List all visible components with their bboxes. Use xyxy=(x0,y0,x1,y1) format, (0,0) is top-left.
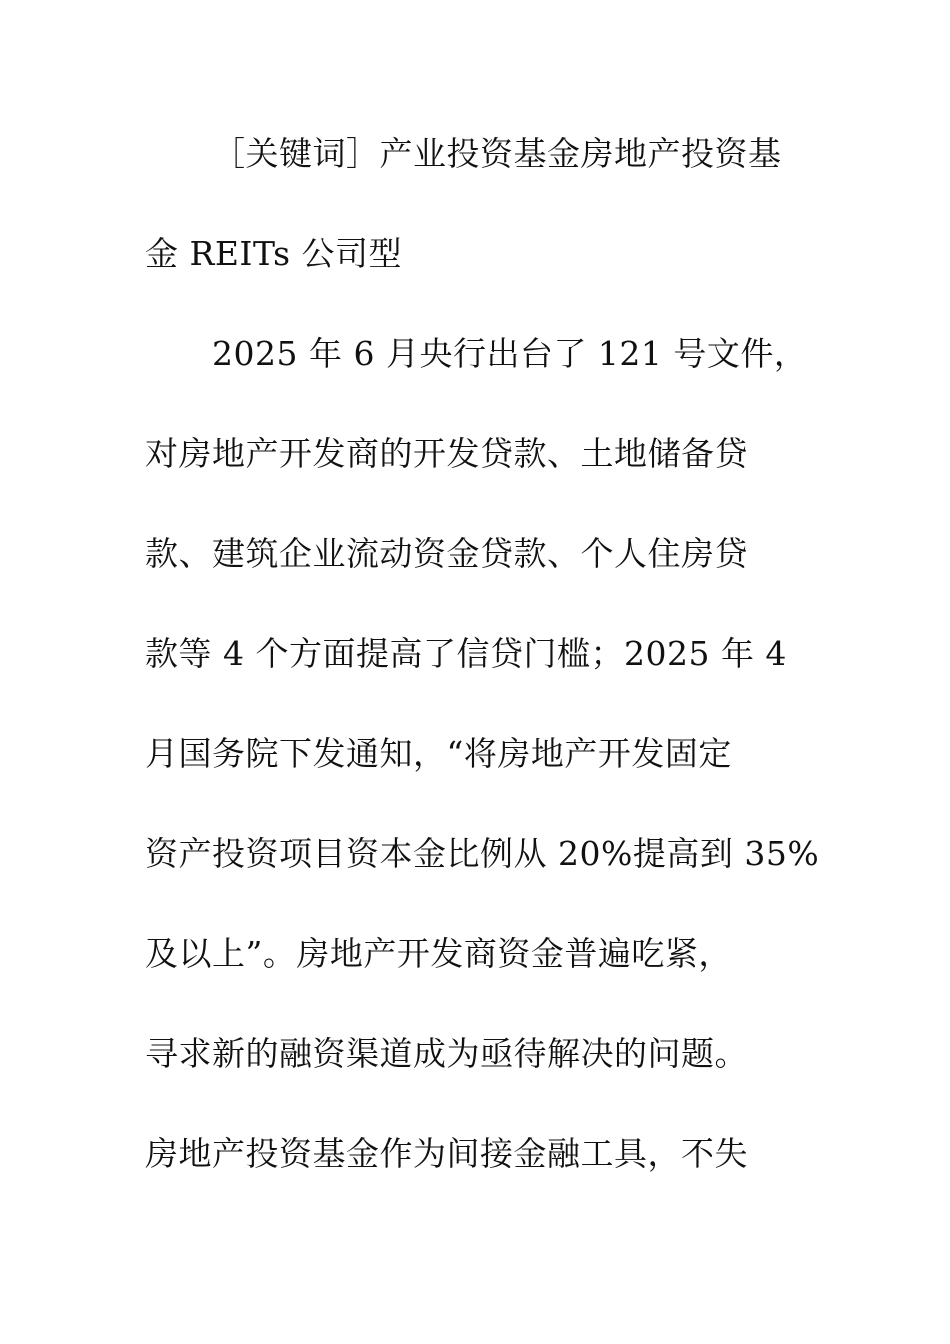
paragraph-line-5: 月国务院下发通知，“将房地产开发固定 xyxy=(145,734,732,773)
paragraph-line-6: 资产投资项目资本金比例从 20%提高到 35% xyxy=(145,834,820,873)
keywords-line-1: ［关键词］产业投资基金房地产投资基 xyxy=(212,134,782,173)
paragraph-line-1: 2025 年 6 月央行出台了 121 号文件， xyxy=(212,334,808,373)
paragraph-line-8: 寻求新的融资渠道成为亟待解决的问题。 xyxy=(145,1034,748,1073)
paragraph-line-7: 及以上”。房地产开发商资金普遍吃紧， xyxy=(145,934,732,973)
paragraph-line-4: 款等 4 个方面提高了信贷门槛；2025 年 4 xyxy=(145,634,787,673)
paragraph-line-9: 房地产投资基金作为间接金融工具，不失 xyxy=(145,1134,748,1173)
paragraph-line-2: 对房地产开发商的开发贷款、土地储备贷 xyxy=(145,434,748,473)
paragraph-line-3: 款、建筑企业流动资金贷款、个人住房贷 xyxy=(145,534,748,573)
keywords-line-2: 金 REITs 公司型 xyxy=(145,234,402,273)
